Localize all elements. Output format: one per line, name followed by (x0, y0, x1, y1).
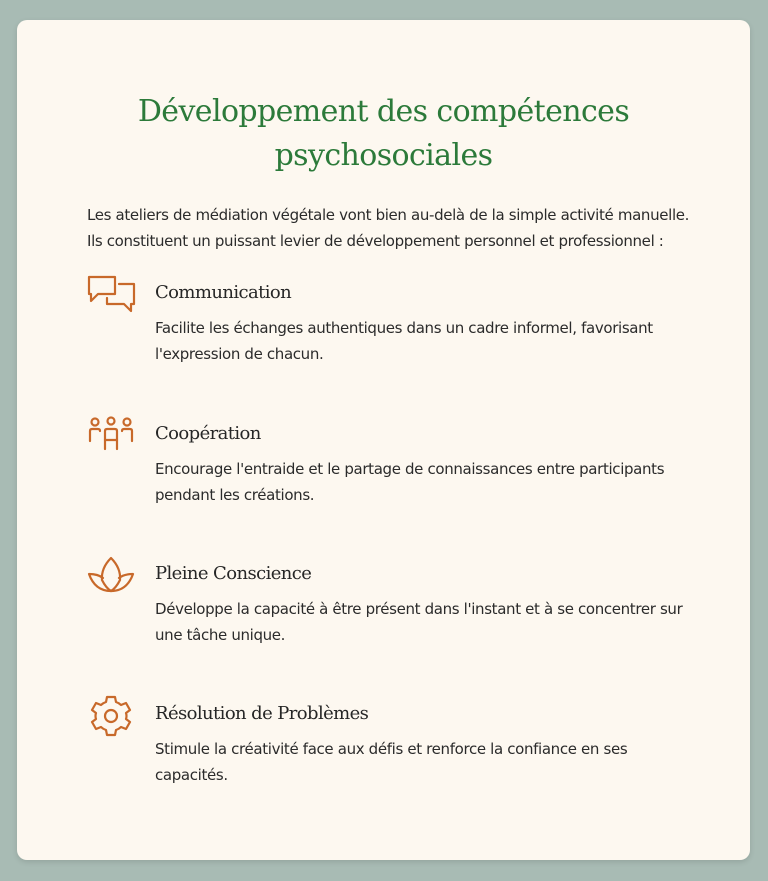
skill-title: Coopération (155, 423, 261, 444)
skill-title: Résolution de Problèmes (155, 703, 369, 724)
skill-description: Stimule la créativité face aux défis et renforce la confiance en ses capacités. (155, 740, 628, 784)
intro-paragraph: Les ateliers de médiation végétale vont bien au-delà de la simple activité manuelle. Ils constituent un puissant levier de développement personnel et professionnel : (87, 206, 690, 250)
gear-icon (85, 694, 137, 738)
skill-description: Développe la capacité à être présent dans l'instant et à se concentrer sur une tâche unique. (155, 600, 683, 644)
group-icon (85, 414, 137, 458)
speech-bubbles-icon (85, 273, 137, 317)
content-card (17, 20, 750, 860)
skill-description: Encourage l'entraide et le partage de connaissances entre participants pendant les créations. (155, 460, 665, 504)
lotus-icon (85, 554, 137, 598)
skill-description: Facilite les échanges authentiques dans un cadre informel, favorisant l'expression de chacun. (155, 319, 653, 363)
page-title: Développement des compétences psychosociales (137, 94, 630, 173)
skill-title: Communication (155, 282, 292, 303)
skill-title: Pleine Conscience (155, 563, 312, 584)
